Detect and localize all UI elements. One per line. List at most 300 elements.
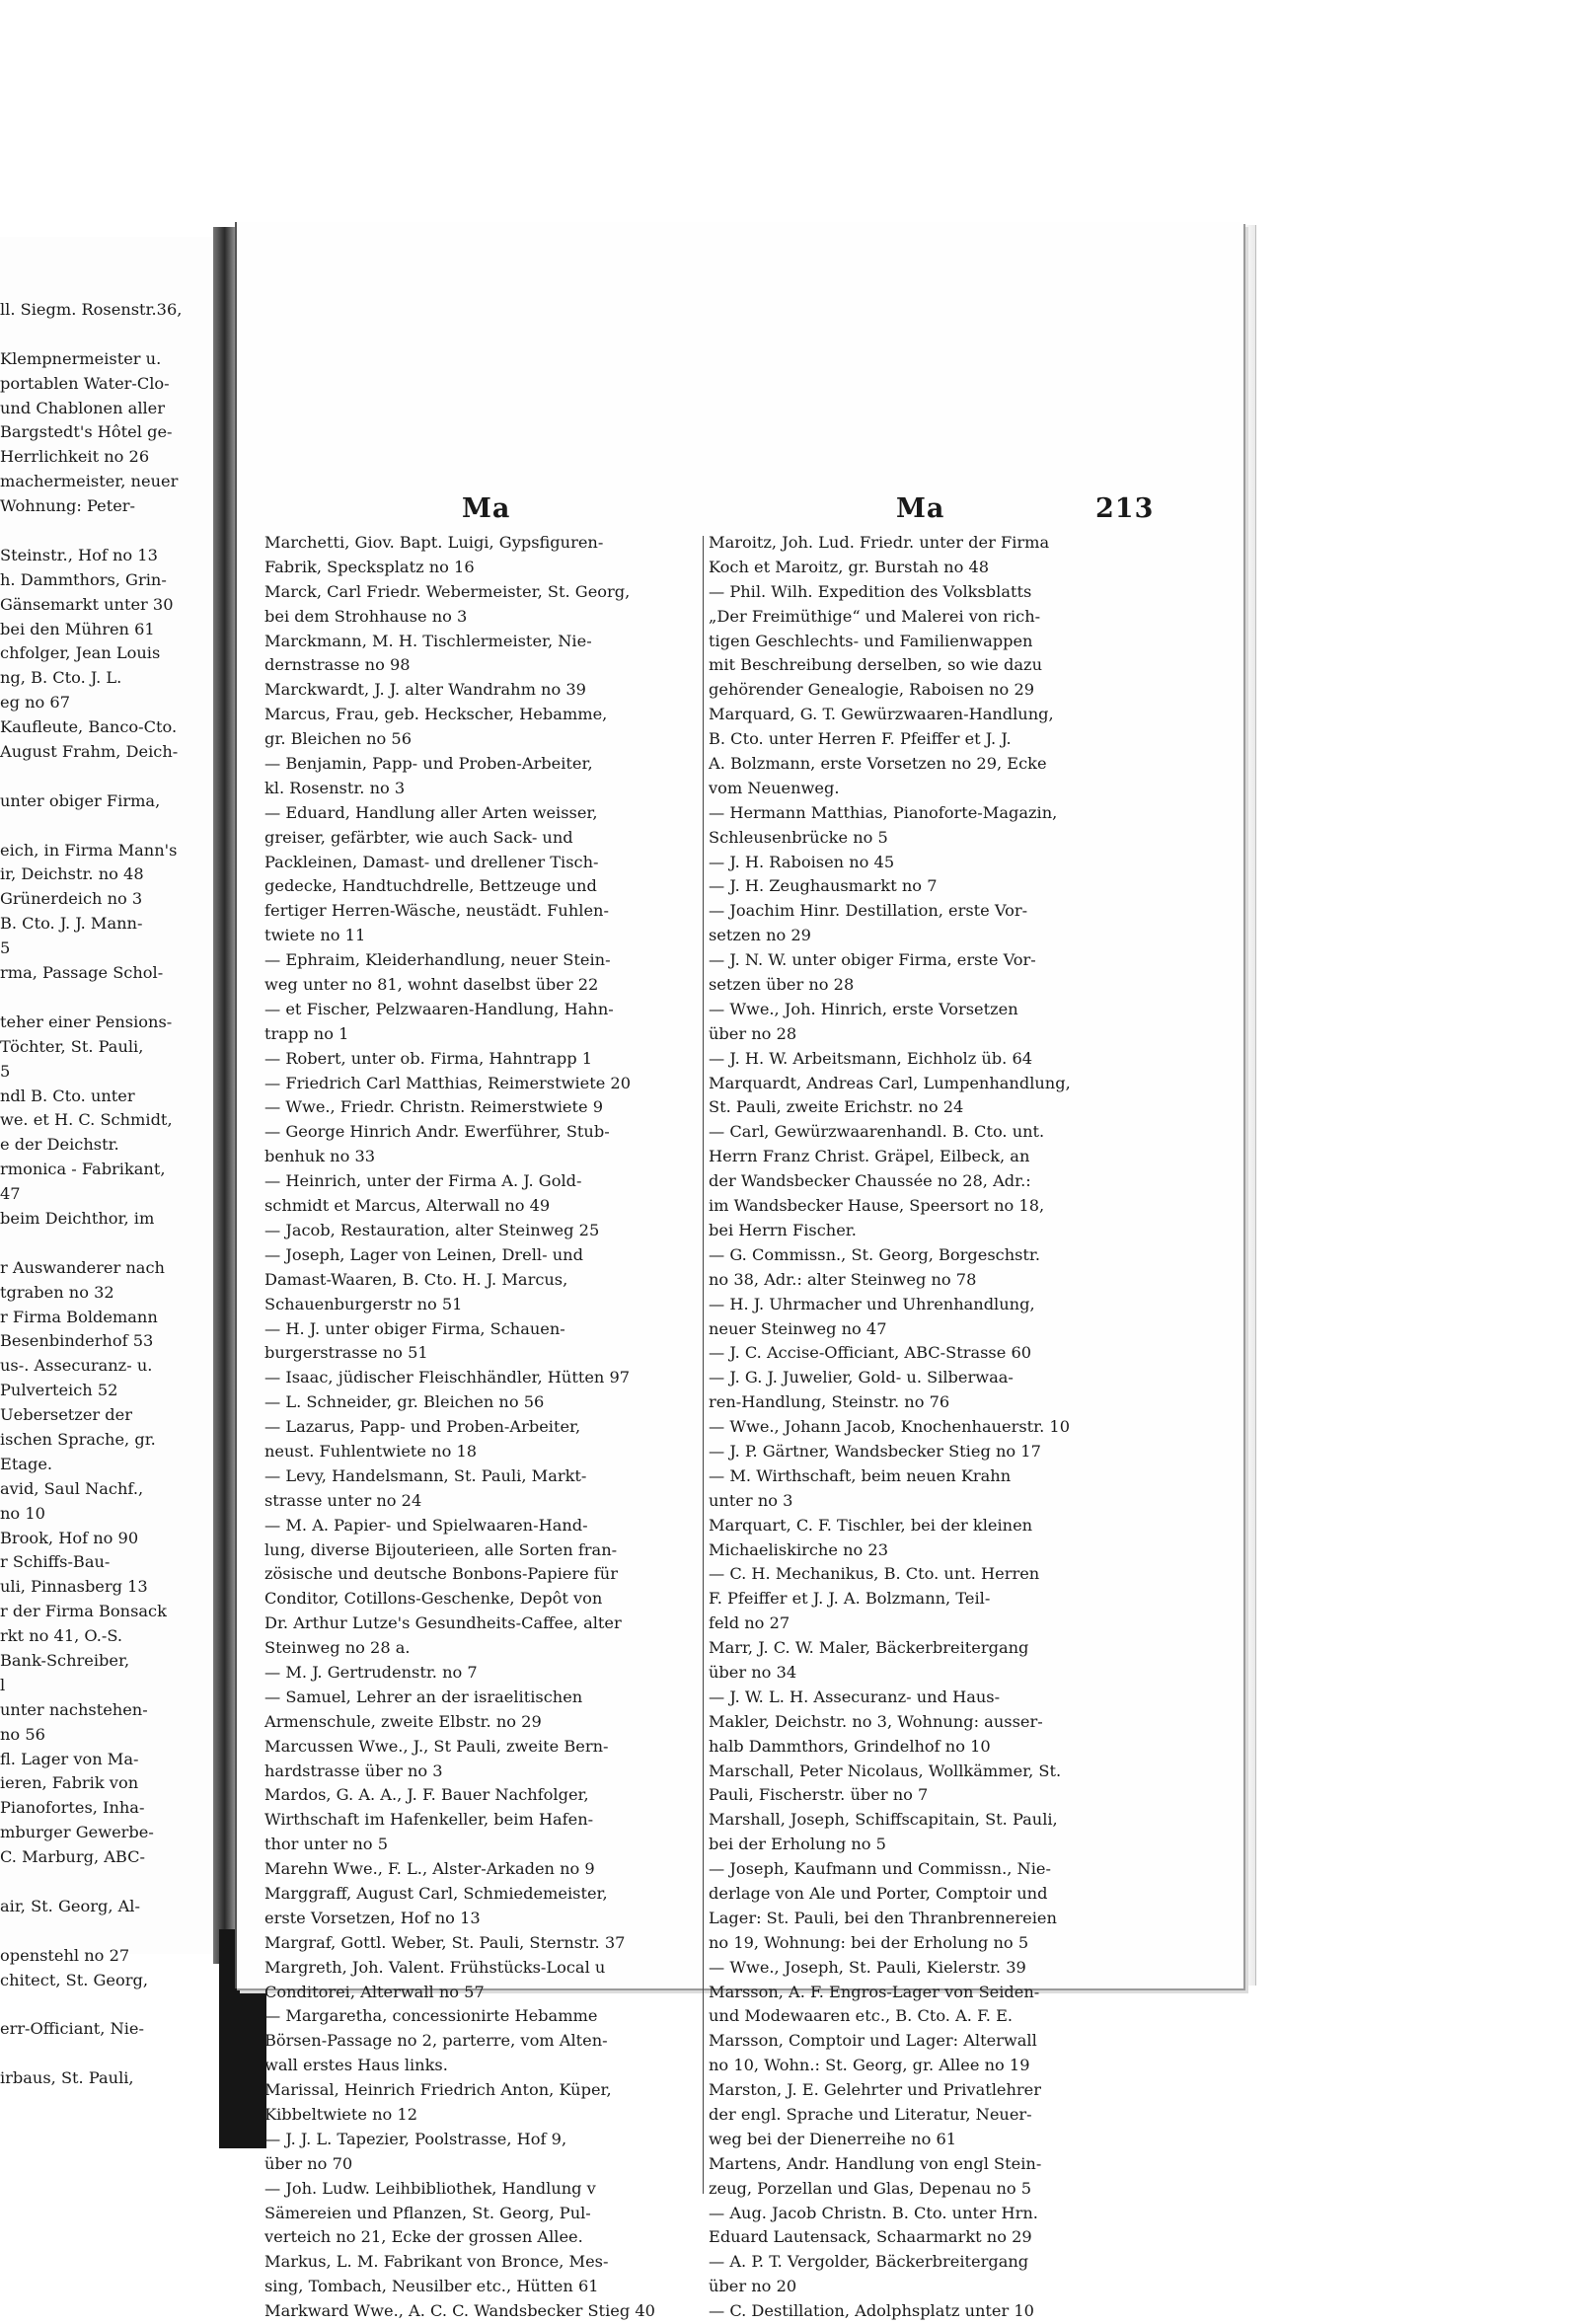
- directory-line-text: bei dem Strohhause no 3: [264, 606, 468, 626]
- directory-line-text: — J. C. Accise-Officiant, ABC-Strasse 60: [709, 1343, 1032, 1363]
- directory-line: [264, 1415, 728, 1440]
- directory-line-text: ir, Deichstr. no 48: [0, 864, 144, 884]
- directory-line-text: der engl. Sprache und Literatur, Neuer-: [709, 2105, 1032, 2124]
- directory-line-text: Steinstr., Hof no 13: [0, 545, 158, 564]
- directory-line: [709, 998, 1222, 1022]
- directory-line: [709, 1169, 1222, 1194]
- directory-line: [0, 839, 215, 863]
- directory-line: [709, 1857, 1222, 1882]
- directory-line: [709, 2128, 1222, 2152]
- directory-line-text: Markward Wwe., A. C. C. Wandsbecker Stieg 40: [264, 2301, 655, 2321]
- directory-line: [0, 1723, 215, 1748]
- directory-line-text: ren-Handlung, Steinstr. no 76: [709, 1392, 950, 1412]
- directory-line: [264, 2225, 728, 2250]
- directory-line-text: Lager: St. Pauli, bei den Thranbrennereien: [709, 1908, 1057, 1927]
- directory-line-text: — A. P. T. Vergolder, Bäckerbreitergang: [709, 2252, 1029, 2272]
- directory-line-text: Mardos, G. A. A., J. F. Bauer Nachfolger,: [264, 1785, 589, 1805]
- directory-line-text: — Wwe., Joh. Hinrich, erste Vorsetzen: [709, 999, 1018, 1018]
- directory-line-text: gr. Bleichen no 56: [264, 729, 412, 749]
- directory-line-text: C. Marburg, ABC-: [0, 1847, 145, 1867]
- directory-line-text: rkt no 41, O.-S.: [0, 1626, 122, 1646]
- directory-line: [0, 445, 215, 470]
- directory-line: [0, 2066, 215, 2091]
- directory-line-text: — C. Destillation, Adolphsplatz unter 10: [709, 2301, 1034, 2321]
- directory-line-text: Pianofortes, Inha-: [0, 1798, 145, 1818]
- directory-line: [0, 715, 215, 740]
- directory-line: [264, 2029, 728, 2054]
- directory-line: [264, 1538, 728, 1563]
- directory-line-text: teher einer Pensions-: [0, 1012, 173, 1031]
- directory-line-text: — Margaretha, concessionirte Hebamme: [264, 2006, 598, 2026]
- directory-line-text: Pauli, Fischerstr. über no 7: [709, 1785, 929, 1805]
- directory-line-text: no 56: [0, 1724, 45, 1744]
- directory-line-text: irbaus, St. Pauli,: [0, 2068, 134, 2088]
- directory-line: [264, 1907, 728, 1931]
- directory-line-text: — Benjamin, Papp- und Proben-Arbeiter,: [264, 754, 593, 774]
- directory-line-text: Steinweg no 28 a.: [264, 1638, 411, 1658]
- directory-line: [264, 556, 728, 580]
- directory-line-text: mburger Gewerbe-: [0, 1823, 154, 1842]
- directory-line: [0, 1256, 215, 1281]
- directory-line-text: Marsson, A. F. Engros-Lager von Seiden-: [709, 1982, 1040, 2001]
- directory-line: [0, 1796, 215, 1821]
- directory-line: [0, 519, 215, 544]
- directory-line-text: unter obiger Firma,: [0, 790, 161, 810]
- directory-line-text: weg unter no 81, wohnt daselbst über 22: [264, 975, 599, 995]
- directory-line: [709, 1612, 1222, 1636]
- directory-line: [0, 1575, 215, 1600]
- directory-line-text: twiete no 11: [264, 926, 366, 945]
- directory-line-text: — Phil. Wilh. Expedition des Volksblatts: [709, 581, 1032, 601]
- directory-line: [0, 1379, 215, 1403]
- directory-line: [0, 1281, 215, 1306]
- directory-line-text: Schauenburgerstr no 51: [264, 1294, 463, 1313]
- directory-line: [709, 1293, 1222, 1317]
- directory-line-text: feld no 27: [709, 1613, 790, 1633]
- directory-line: [709, 2177, 1222, 2202]
- directory-line-text: Eduard Lautensack, Schaarmarkt no 29: [709, 2227, 1032, 2247]
- directory-line: [264, 1145, 728, 1169]
- directory-line: [0, 641, 215, 666]
- directory-line: [264, 727, 728, 752]
- directory-line: [264, 1169, 728, 1194]
- directory-line-text: setzen über no 28: [709, 975, 855, 995]
- directory-line: [264, 851, 728, 875]
- directory-line: [0, 1771, 215, 1796]
- directory-line-text: hardstrasse über no 3: [264, 1761, 443, 1780]
- directory-line: [264, 653, 728, 678]
- directory-line: [709, 703, 1222, 727]
- directory-line: [0, 420, 215, 445]
- directory-line: [709, 1710, 1222, 1735]
- directory-line-text: ng, B. Cto. J. L.: [0, 668, 122, 688]
- directory-line: [264, 1710, 728, 1735]
- directory-line-text: — Wwe., Joseph, St. Pauli, Kielerstr. 39: [709, 1957, 1026, 1977]
- directory-line: [709, 1808, 1222, 1833]
- directory-line: [264, 1268, 728, 1293]
- directory-line-text: verteich no 21, Ecke der grossen Allee.: [264, 2227, 583, 2247]
- directory-line: [0, 298, 215, 323]
- directory-line-text: — Joseph, Lager von Leinen, Drell- und: [264, 1244, 583, 1264]
- directory-line: [264, 2103, 728, 2128]
- directory-line-text: rmonica - Fabrikant,: [0, 1160, 166, 1179]
- directory-line-text: über no 20: [709, 2277, 797, 2296]
- directory-line-text: Conditor, Cotillons-Geschenke, Depôt von: [264, 1589, 603, 1609]
- directory-line: [0, 1428, 215, 1453]
- directory-line-text: Gänsemarkt unter 30: [0, 594, 174, 614]
- directory-line: [709, 630, 1222, 654]
- directory-line-text: r der Firma Bonsack: [0, 1602, 167, 1621]
- directory-line: [0, 986, 215, 1011]
- directory-line: [0, 1207, 215, 1232]
- directory-line-text: — Wwe., Johann Jacob, Knochenhauerstr. 10: [709, 1417, 1070, 1437]
- directory-line: [264, 2177, 728, 2202]
- directory-line-text: tgraben no 32: [0, 1282, 114, 1302]
- directory-line-text: Marshall, Joseph, Schiffscapitain, St. Pauli,: [709, 1810, 1058, 1830]
- directory-line-text: vom Neuenweg.: [709, 778, 840, 797]
- directory-line: [0, 1085, 215, 1109]
- directory-line: [0, 1895, 215, 1919]
- directory-line-text: Brook, Hof no 90: [0, 1528, 139, 1547]
- directory-line: [0, 372, 215, 397]
- directory-line-text: avid, Saul Nachf.,: [0, 1478, 144, 1498]
- directory-line-text: Marcus, Frau, geb. Heckscher, Hebamme,: [264, 705, 608, 724]
- directory-line: [709, 2202, 1222, 2226]
- directory-line: [264, 1808, 728, 1833]
- directory-line: [264, 1661, 728, 1686]
- directory-line-text: no 10, Wohn.: St. Georg, gr. Allee no 19: [709, 2056, 1030, 2075]
- directory-line: [0, 1527, 215, 1551]
- directory-line: [264, 874, 728, 899]
- directory-line: [264, 2202, 728, 2226]
- directory-line: [0, 1182, 215, 1207]
- directory-line: [709, 605, 1222, 630]
- directory-line-text: neust. Fuhlentwiete no 18: [264, 1441, 478, 1461]
- directory-line: [709, 2299, 1222, 2324]
- directory-line-text: Margraf, Gottl. Weber, St. Pauli, Sternstr. 37: [264, 1932, 626, 1952]
- directory-line: [264, 630, 728, 654]
- directory-line-text: — M. A. Papier- und Spielwaaren-Hand-: [264, 1515, 588, 1535]
- directory-line: [264, 1956, 728, 1981]
- directory-column-right: [709, 531, 1222, 2324]
- directory-line: [0, 568, 215, 593]
- directory-line-text: — Carl, Gewürzwaarenhandl. B. Cto. unt.: [709, 1122, 1045, 1142]
- directory-line-text: r Schiffs-Bau-: [0, 1552, 111, 1572]
- directory-line: [0, 1502, 215, 1527]
- header-left-label: Ma: [462, 493, 511, 524]
- directory-line-text: erste Vorsetzen, Hof no 13: [264, 1908, 481, 1927]
- directory-line-text: Herrlichkeit no 26: [0, 447, 150, 467]
- directory-line: [709, 2029, 1222, 2054]
- directory-line-text: Koch et Maroitz, gr. Burstah no 48: [709, 557, 990, 576]
- directory-line: [709, 580, 1222, 605]
- directory-line-text: — Joh. Ludw. Leihbibliothek, Handlung v: [264, 2178, 596, 2198]
- directory-line: [709, 948, 1222, 973]
- directory-line: [709, 2250, 1222, 2275]
- directory-line-text: Marsson, Comptoir und Lager: Alterwall: [709, 2031, 1037, 2051]
- directory-line-text: August Frahm, Deich-: [0, 742, 179, 762]
- directory-line-text: und Modewaaren etc., B. Cto. A. F. E.: [709, 2006, 1014, 2026]
- directory-line-text: A. Bolzmann, erste Vorsetzen no 29, Ecke: [709, 754, 1047, 774]
- directory-line-text: zösische und deutsche Bonbons-Papiere für: [264, 1564, 618, 1584]
- directory-line: [264, 924, 728, 948]
- directory-line: [0, 789, 215, 814]
- column-divider: [703, 536, 704, 2194]
- directory-line-text: Makler, Deichstr. no 3, Wohnung: ausser-: [709, 1711, 1043, 1731]
- directory-line: [264, 1857, 728, 1882]
- directory-line: [709, 1022, 1222, 1047]
- directory-line: [709, 1735, 1222, 1760]
- directory-line: [709, 899, 1222, 924]
- directory-line: [709, 1760, 1222, 1784]
- directory-column-left: [264, 531, 728, 2324]
- directory-line-text: — Hermann Matthias, Pianoforte-Magazin,: [709, 802, 1058, 822]
- directory-line: [709, 1538, 1222, 1563]
- directory-line: [264, 1981, 728, 2005]
- directory-line: [264, 605, 728, 630]
- directory-line: [709, 727, 1222, 752]
- directory-line-text: thor unter no 5: [264, 1835, 388, 1854]
- directory-line: [264, 2299, 728, 2324]
- directory-line-text: — Aug. Jacob Christn. B. Cto. unter Hrn.: [709, 2203, 1038, 2222]
- directory-line-text: Damast-Waaren, B. Cto. H. J. Marcus,: [264, 1269, 568, 1289]
- directory-line-text: unter nachstehen-: [0, 1699, 148, 1719]
- directory-line: [709, 1194, 1222, 1219]
- directory-line: [264, 2250, 728, 2275]
- directory-line: [0, 1329, 215, 1354]
- directory-line: [709, 531, 1222, 556]
- directory-line-text: burgerstrasse no 51: [264, 1343, 428, 1363]
- directory-line-text: Sämereien und Pflanzen, St. Georg, Pul-: [264, 2203, 591, 2222]
- directory-line: [709, 1562, 1222, 1587]
- directory-line-text: 47: [0, 1184, 21, 1204]
- directory-line: [709, 1440, 1222, 1464]
- directory-line-text: Grünerdeich no 3: [0, 889, 143, 909]
- directory-line: [709, 874, 1222, 899]
- directory-line: [709, 1415, 1222, 1440]
- directory-line-text: weg bei der Dienerreihe no 61: [709, 2129, 957, 2148]
- directory-line-text: — Joseph, Kaufmann und Commissn., Nie-: [709, 1859, 1051, 1879]
- directory-line-text: im Wandsbecker Hause, Speersort no 18,: [709, 1196, 1045, 1216]
- directory-line: [264, 899, 728, 924]
- directory-line-text: air, St. Georg, Al-: [0, 1896, 140, 1915]
- directory-line-text: „Der Freimüthige“ und Malerei von rich-: [709, 606, 1041, 626]
- directory-line-text: sing, Tombach, Neusilber etc., Hütten 61: [264, 2277, 599, 2296]
- directory-line: [264, 2078, 728, 2103]
- directory-line-text: portablen Water-Clo-: [0, 373, 170, 393]
- directory-line-text: — J. H. W. Arbeitsmann, Eichholz üb. 64: [709, 1048, 1033, 1068]
- directory-line: [709, 2078, 1222, 2103]
- directory-line-text: Wirthschaft im Hafenkeller, beim Hafen-: [264, 1810, 594, 1830]
- directory-line: [0, 862, 215, 887]
- directory-line: [0, 1011, 215, 1035]
- directory-line: [0, 1845, 215, 1870]
- directory-line: [0, 618, 215, 642]
- directory-line-text: Marehn Wwe., F. L., Alster-Arkaden no 9: [264, 1859, 595, 1879]
- directory-line: [264, 531, 728, 556]
- directory-line-text: Marckmann, M. H. Tischlermeister, Nie-: [264, 631, 592, 650]
- directory-line: [0, 1649, 215, 1674]
- directory-line-text: Markus, L. M. Fabrikant von Bronce, Mes-: [264, 2252, 609, 2272]
- directory-line-text: — Robert, unter ob. Firma, Hahntrapp 1: [264, 1048, 593, 1068]
- directory-line-text: — H. J. unter obiger Firma, Schauen-: [264, 1318, 565, 1338]
- directory-line: [264, 1194, 728, 1219]
- directory-line: [709, 2152, 1222, 2177]
- directory-line: [264, 998, 728, 1022]
- directory-line: [0, 1748, 215, 1772]
- directory-line-text: machermeister, neuer: [0, 472, 179, 491]
- directory-line-text: Packleinen, Damast- und drellener Tisch-: [264, 852, 599, 871]
- directory-line-text: Maroitz, Joh. Lud. Friedr. unter der Firma: [709, 533, 1050, 552]
- directory-line-text: gehörender Genealogie, Raboisen no 29: [709, 680, 1035, 700]
- directory-line: [0, 691, 215, 715]
- directory-line: [264, 1047, 728, 1072]
- directory-line-text: Etage.: [0, 1454, 53, 1473]
- directory-line: [709, 1341, 1222, 1366]
- directory-line: [264, 826, 728, 851]
- directory-line: [0, 470, 215, 494]
- directory-line-text: — Eduard, Handlung aller Arten weisser,: [264, 802, 598, 822]
- directory-line-text: 5: [0, 938, 11, 958]
- directory-line: [709, 1145, 1222, 1169]
- directory-line: [0, 1600, 215, 1624]
- directory-line: [709, 1047, 1222, 1072]
- directory-line-text: Martens, Andr. Handlung von engl Stein-: [709, 2153, 1042, 2173]
- directory-line-text: Marissal, Heinrich Friedrich Anton, Küper,: [264, 2080, 612, 2100]
- directory-line: [0, 937, 215, 961]
- directory-line-text: openstehl no 27: [0, 1945, 130, 1965]
- directory-line-text: kl. Rosenstr. no 3: [264, 778, 406, 797]
- directory-line: [709, 2225, 1222, 2250]
- directory-line-text: eg no 67: [0, 693, 71, 712]
- directory-line-text: zeug, Porzellan und Glas, Depenau no 5: [709, 2178, 1032, 2198]
- directory-line-text: Börsen-Passage no 2, parterre, vom Alten-: [264, 2031, 608, 2051]
- left-page-text: [0, 298, 215, 2091]
- directory-line-text: Marcussen Wwe., J., St Pauli, zweite Bern-: [264, 1736, 609, 1756]
- directory-line-text: — Levy, Handelsmann, St. Pauli, Markt-: [264, 1465, 587, 1485]
- directory-line: [0, 666, 215, 691]
- directory-line: [709, 2103, 1222, 2128]
- directory-line: [0, 1403, 215, 1428]
- directory-line: [0, 814, 215, 839]
- directory-line: [709, 1833, 1222, 1857]
- directory-line-text: B. Cto. J. J. Mann-: [0, 914, 143, 934]
- directory-line: [709, 973, 1222, 998]
- directory-line-text: — J. N. W. unter obiger Firma, erste Vor-: [709, 950, 1036, 970]
- directory-line: [0, 1133, 215, 1158]
- directory-line: [264, 580, 728, 605]
- directory-line: [709, 1095, 1222, 1120]
- directory-line: [264, 1464, 728, 1489]
- directory-line-text: St. Pauli, zweite Erichstr. no 24: [709, 1097, 964, 1117]
- directory-line-text: — Heinrich, unter der Firma A. J. Gold-: [264, 1171, 582, 1191]
- directory-line-text: — Samuel, Lehrer an der israelitischen: [264, 1687, 583, 1706]
- directory-line: [709, 1931, 1222, 1956]
- directory-line-text: trapp no 1: [264, 1023, 349, 1043]
- directory-line-text: tigen Geschlechts- und Familienwappen: [709, 631, 1033, 650]
- directory-line-text: gedecke, Handtuchdrelle, Bettzeuge und: [264, 876, 597, 896]
- directory-line: [0, 1919, 215, 1944]
- directory-line-text: Pulverteich 52: [0, 1381, 118, 1400]
- directory-line: [0, 1158, 215, 1182]
- directory-line-text: — M. J. Gertrudenstr. no 7: [264, 1662, 478, 1682]
- directory-line: [0, 1698, 215, 1723]
- directory-line: [0, 1992, 215, 2017]
- directory-line: [709, 1120, 1222, 1145]
- directory-line-text: — M. Wirthschaft, beim neuen Krahn: [709, 1465, 1012, 1485]
- directory-line-text: no 38, Adr.: alter Steinweg no 78: [709, 1269, 977, 1289]
- directory-line-text: — G. Commissn., St. Georg, Borgeschstr.: [709, 1244, 1041, 1264]
- directory-line: [709, 653, 1222, 678]
- directory-line: [264, 777, 728, 801]
- directory-line-text: — J. G. J. Juwelier, Gold- u. Silberwaa-: [709, 1368, 1014, 1387]
- page-edge: [1241, 225, 1256, 1986]
- directory-line: [0, 1108, 215, 1133]
- directory-line: [0, 765, 215, 789]
- directory-line: [0, 1821, 215, 1845]
- directory-line: [709, 1072, 1222, 1096]
- directory-line: [264, 1219, 728, 1243]
- directory-line-text: Marck, Carl Friedr. Webermeister, St. Georg,: [264, 581, 631, 601]
- directory-line-text: neuer Steinweg no 47: [709, 1318, 887, 1338]
- directory-line-text: — et Fischer, Pelzwaaren-Handlung, Hahn-: [264, 999, 614, 1018]
- directory-line-text: Klempnermeister u.: [0, 348, 162, 368]
- directory-line-text: über no 28: [709, 1023, 797, 1043]
- directory-line: [0, 961, 215, 986]
- directory-line-text: Wohnung: Peter-: [0, 496, 135, 516]
- directory-line-text: mit Beschreibung derselben, so wie dazu: [709, 655, 1042, 675]
- directory-line-text: l: [0, 1675, 6, 1694]
- directory-line-text: — George Hinrich Andr. Ewerführer, Stub-: [264, 1122, 610, 1142]
- directory-line-text: chfolger, Jean Louis: [0, 643, 161, 663]
- directory-line-text: greiser, gefärbter, wie auch Sack- und: [264, 827, 573, 847]
- directory-line: [709, 801, 1222, 826]
- directory-line: [0, 1944, 215, 1969]
- directory-line-text: B. Cto. unter Herren F. Pfeiffer et J. J.: [709, 729, 1012, 749]
- directory-line: [264, 1686, 728, 1710]
- directory-line-text: über no 70: [264, 2153, 353, 2173]
- directory-line: [264, 1587, 728, 1612]
- directory-line-text: h. Dammthors, Grin-: [0, 569, 167, 589]
- directory-line-text: Bargstedt's Hôtel ge-: [0, 422, 173, 442]
- directory-line-text: Marquard, G. T. Gewürzwaaren-Handlung,: [709, 705, 1054, 724]
- directory-line: [709, 1514, 1222, 1538]
- directory-line-text: ndl B. Cto. unter: [0, 1086, 135, 1105]
- directory-line-text: 5: [0, 1061, 11, 1081]
- directory-line: [709, 826, 1222, 851]
- directory-line: [0, 397, 215, 421]
- directory-line: [0, 2042, 215, 2066]
- directory-line: [264, 1120, 728, 1145]
- directory-line: [264, 1072, 728, 1096]
- directory-line-text: Bank-Schreiber,: [0, 1650, 130, 1670]
- directory-line-text: Marston, J. E. Gelehrter und Privatlehrer: [709, 2080, 1041, 2100]
- directory-line: [264, 1514, 728, 1538]
- directory-line: [0, 494, 215, 519]
- directory-line: [0, 1232, 215, 1256]
- directory-line-text: r Firma Boldemann: [0, 1307, 158, 1326]
- directory-line: [264, 1243, 728, 1268]
- directory-line: [0, 1453, 215, 1477]
- directory-line: [264, 2128, 728, 2152]
- directory-line: [264, 1489, 728, 1514]
- directory-line-text: über no 34: [709, 1662, 797, 1682]
- directory-line: [264, 948, 728, 973]
- directory-line: [0, 1060, 215, 1085]
- directory-line: [709, 1243, 1222, 1268]
- directory-line-text: setzen no 29: [709, 926, 811, 945]
- directory-line: [709, 752, 1222, 777]
